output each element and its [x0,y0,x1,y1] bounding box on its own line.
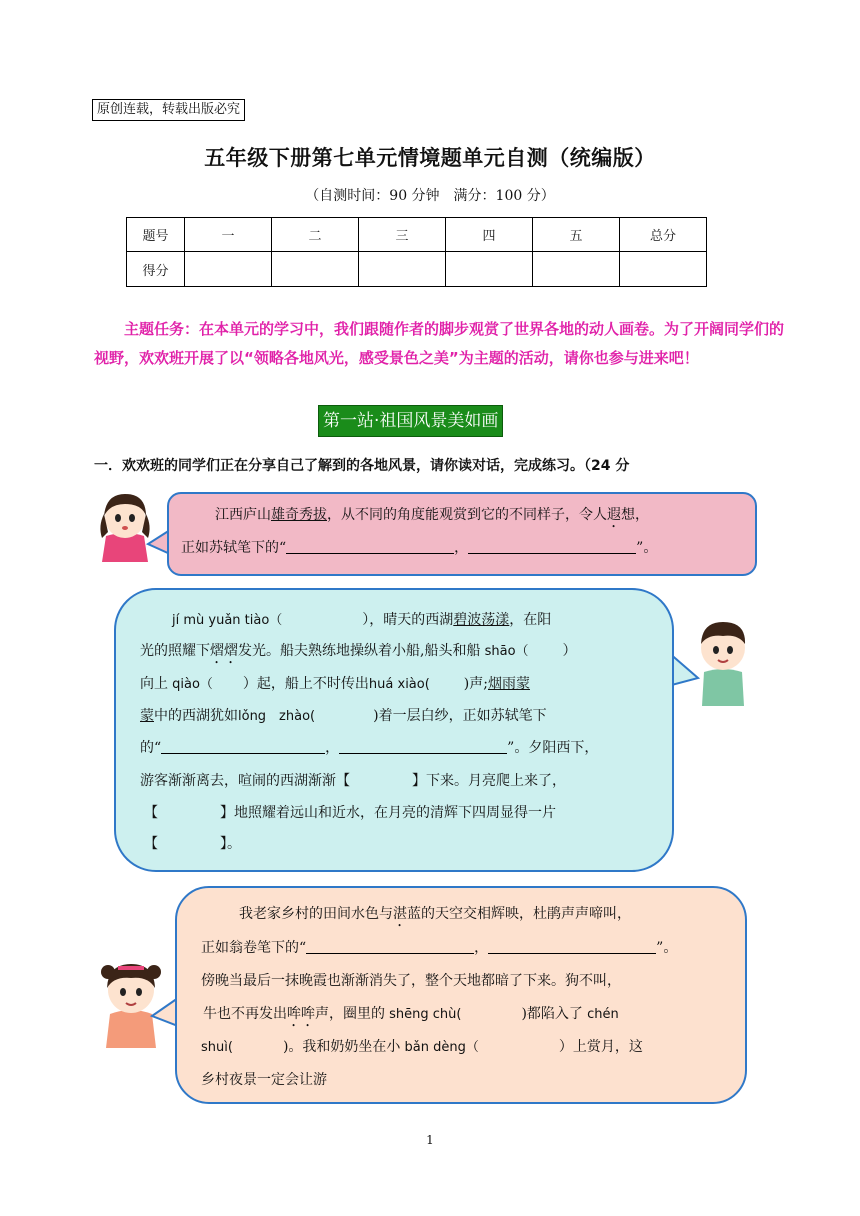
answer-blank[interactable] [286,537,454,554]
bubble-2-line-2: 光的照耀下熠熠发光。船夫熟练地操纵着小船,船头和船 shāo（ ） [140,643,577,659]
page-title: 五年级下册第七单元情境题单元自测（统编版） [204,146,656,170]
bubble-3-line-4: 牛也不再发出哞哞声，圈里的 shēng chù( )都陷入了 chén [203,1006,619,1022]
score-cell[interactable] [272,252,359,287]
score-table-header-row [127,218,707,252]
bubble-2-line-5: 的“ ， ”。夕阳西下， [140,732,598,765]
table-header-cell: 一 [185,218,272,252]
bubble-2-line-6: 游客渐渐离去，喧闹的西湖渐渐【 】下来。月亮爬上来了， [140,773,566,789]
score-cell[interactable] [446,252,533,287]
bubble-1-line-2: 正如苏轼笔下的“ ， ”。 [181,532,657,565]
bubble-2-line-7: 【 】地照耀着远山和近水，在月亮的清辉下四周显得一片 [144,805,556,821]
score-cell[interactable] [185,252,272,287]
table-header-cell: 五 [533,218,620,252]
score-cell[interactable] [359,252,446,287]
answer-blank[interactable] [488,937,656,954]
answer-blank[interactable] [339,737,507,754]
speech-bubble-3 [175,886,747,1104]
bubble-3-line-3: 傍晚当最后一抹晚霞也渐渐消失了，整个天地都暗了下来。狗不叫， [201,973,621,989]
table-header-cell: 题号 [127,218,185,252]
answer-blank[interactable] [306,937,474,954]
theme-task: 主题任务：在本单元的学习中，我们跟随作者的脚步观赏了世界各地的动人画卷。为了开阔同学们的视野，欢欢班开展了以“领略各地风光，感受景色之美”为主题的活动，请你也参与进来吧！ [94,320,785,367]
table-header-cell: 二 [272,218,359,252]
bubble-3-line-2: 正如翁卷笔下的“ ， ”。 [201,932,677,965]
station-banner: 第一站·祖国风景美如画 [318,405,503,437]
bubble-2-line-3: 向上 qiào（ ）起，船上不时传出huá xiào( )声;烟雨蒙 [140,676,530,692]
speech-bubble-1 [167,492,757,576]
question-1-prompt: 一．欢欢班的同学们正在分享自己了解到的各地风景，请你读对话，完成练习。（24 分 [94,458,630,474]
bubble-2-line-4: 蒙中的西湖犹如lǒng zhào( )着一层白纱，正如苏轼笔下 [140,708,547,724]
bubble-3-line-6: 乡村夜景一定会让游 [201,1072,327,1088]
answer-blank[interactable] [161,737,325,754]
bubble-3-line-1: 我老家乡村的田间水色与湛蓝的天空交相辉映，杜鹃声声啼叫， [239,906,631,922]
table-header-cell: 三 [359,218,446,252]
table-header-cell: 四 [446,218,533,252]
score-table [126,217,707,287]
score-cell[interactable] [533,252,620,287]
page-number: 1 [426,1133,434,1147]
speech-bubble-2 [114,588,674,872]
bubble-2-line-1: jí mù yuǎn tiào（ ），晴天的西湖碧波荡漾，在阳 [172,612,552,628]
copyright-notice: 原创连载，转载出版必究 [92,99,245,121]
bubble-1-line-1: 江西庐山雄奇秀拔，从不同的角度能观赏到它的不同样子，令人遐想， [215,507,649,523]
bubble-3-line-5: shuì( )。我和奶奶坐在小 bǎn dèng（ ）上赏月，这 [201,1039,643,1055]
bubble-2-line-8: 【 】。 [144,836,241,852]
table-header-cell: 总分 [620,218,707,252]
score-row-label: 得分 [127,252,185,287]
score-cell[interactable] [620,252,707,287]
score-table-row [127,252,707,287]
test-time-info: （自测时间：90 分钟 满分：100 分） [305,188,555,204]
answer-blank[interactable] [468,537,636,554]
